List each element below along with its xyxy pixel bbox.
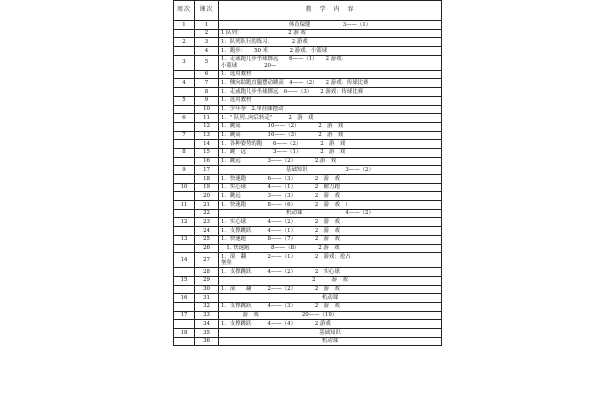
table-row	[174, 244, 442, 253]
week-cell: 2	[174, 38, 195, 47]
table-row	[174, 268, 442, 277]
lesson-cell: 18	[195, 175, 219, 184]
content-cell: 1．跳高 10——（3） 2 游 戏	[219, 131, 442, 140]
content-cell: 1．快速跑 8——（7） 2 游 戏	[219, 235, 442, 244]
table-row	[174, 276, 442, 285]
table-row	[174, 227, 442, 236]
week-cell	[174, 140, 195, 149]
table-row	[174, 29, 442, 38]
table-row	[174, 114, 442, 123]
table-row	[174, 140, 442, 149]
content-cell: 1．走或跑儿步坐球掷远 6——（1） 2 游戏： 小篮球 20—	[219, 55, 442, 70]
week-cell	[174, 105, 195, 114]
lesson-cell: 2	[195, 29, 219, 38]
table-row	[174, 285, 442, 294]
table-row	[174, 302, 442, 311]
lesson-cell: 31	[195, 294, 219, 303]
content-cell: 1．侧向助跑直腿摆动跳高 4——（2） 2 游戏：传球比赛	[219, 79, 442, 88]
content-cell: 1. 快速跑 8——（8） 2 游 戏	[219, 244, 442, 253]
content-cell: 基础知识 3——（2）	[219, 166, 442, 175]
header-week: 周次	[174, 1, 195, 21]
lesson-cell: 21	[195, 201, 219, 210]
lesson-cell: 22	[195, 209, 219, 218]
week-cell	[174, 70, 195, 79]
table-row	[174, 192, 442, 201]
table-row	[174, 70, 442, 79]
week-cell	[174, 209, 195, 218]
lesson-cell: 10	[195, 105, 219, 114]
table-row	[174, 253, 442, 268]
content-cell: 1．快速跑 6——（3） 2 游 戏	[219, 175, 442, 184]
week-cell: 3	[174, 55, 195, 70]
lesson-cell: 27	[195, 253, 219, 268]
lesson-cell: 17	[195, 166, 219, 175]
week-cell	[174, 157, 195, 166]
table-row	[174, 88, 442, 97]
lesson-cell: 13	[195, 131, 219, 140]
table-row	[174, 294, 442, 303]
table-row	[174, 55, 442, 70]
lesson-cell: 8	[195, 88, 219, 97]
teaching-schedule-table	[173, 0, 442, 346]
lesson-cell: 12	[195, 122, 219, 131]
table-row	[174, 201, 442, 210]
table-row	[174, 183, 442, 192]
content-cell: 机动课	[219, 294, 442, 303]
content-cell: 1．支撑跳跃 4——（1） 2 游 戏	[219, 227, 442, 236]
week-cell: 17	[174, 311, 195, 320]
lesson-cell: 20	[195, 192, 219, 201]
content-cell: 1．队列队行的练习． 2 游戏	[219, 38, 442, 47]
content-cell: 1．少年拳 2.单挂膝摆动	[219, 105, 442, 114]
week-cell	[174, 227, 195, 236]
week-cell: 12	[174, 218, 195, 227]
content-cell: 1．跳 远 3——（1） 2 游 戏	[219, 148, 442, 157]
content-cell: 1．快速跑 8——（6） 2 游 戏 ）	[219, 201, 442, 210]
content-cell: 1．各种姿势的跑 6——（2） 2 游 戏	[219, 140, 442, 149]
table-row	[174, 218, 442, 227]
content-cell: 1．走或跑儿步坐球掷远 6——（3） 2 游戏：传球比赛	[219, 88, 442, 97]
content-cell: 1．支撑跳跃 4——（4） 2 游戏	[219, 320, 442, 329]
lesson-cell: 4	[195, 47, 219, 56]
table-row	[174, 148, 442, 157]
table-row	[174, 175, 442, 184]
lesson-cell: 11	[195, 114, 219, 123]
content-cell: 1 队列： 2 游 戏	[219, 29, 442, 38]
week-cell	[174, 47, 195, 56]
content-cell: 1．滚 翻 2——（2） 2 游 戏	[219, 285, 442, 294]
content-cell: 1．支撑跳跃 4——（3） 2 游 戏	[219, 302, 442, 311]
lesson-cell: 5	[195, 55, 219, 70]
table-row	[174, 337, 442, 346]
lesson-cell: 26	[195, 244, 219, 253]
week-cell: 11	[174, 201, 195, 210]
content-cell: 1．跑步： 50 米 2 游戏．小篮球	[219, 47, 442, 56]
lesson-cell: 3	[195, 38, 219, 47]
lesson-cell: 6	[195, 70, 219, 79]
schedule-sheet	[173, 0, 441, 400]
content-cell: 体育保健 3——（1）	[219, 21, 442, 30]
table-header-row	[174, 1, 442, 21]
content-cell: 1．跳远 3——（2） 2.游 戏	[219, 157, 442, 166]
lesson-cell: 24	[195, 227, 219, 236]
lesson-cell: 34	[195, 320, 219, 329]
table-row	[174, 209, 442, 218]
content-cell: 机动课 4——（2）	[219, 209, 442, 218]
header-lesson: 课次	[195, 1, 219, 21]
content-cell: 1．选用教材	[219, 70, 442, 79]
content-cell: 1．滚 翻 2——（1） 2 游戏：抢占 堡垒	[219, 253, 442, 268]
lesson-cell: 28	[195, 268, 219, 277]
lesson-cell: 15	[195, 148, 219, 157]
table-row	[174, 320, 442, 329]
table-row	[174, 329, 442, 338]
lesson-cell: 36	[195, 337, 219, 346]
table-row	[174, 235, 442, 244]
table-row	[174, 21, 442, 30]
lesson-cell: 1	[195, 21, 219, 30]
lesson-cell: 35	[195, 329, 219, 338]
lesson-cell: 30	[195, 285, 219, 294]
week-cell: 10	[174, 183, 195, 192]
week-cell: 6	[174, 114, 195, 123]
week-cell	[174, 337, 195, 346]
lesson-cell: 19	[195, 183, 219, 192]
content-cell: 游 戏 20——（19）	[219, 311, 442, 320]
content-cell: 1．支撑跳跃 4——（2） 2 实心球	[219, 268, 442, 277]
lesson-cell: 7	[195, 79, 219, 88]
week-cell	[174, 268, 195, 277]
week-cell: 8	[174, 148, 195, 157]
header-content: 教 学 内 容	[219, 1, 442, 21]
table-row	[174, 311, 442, 320]
week-cell	[174, 88, 195, 97]
week-cell	[174, 320, 195, 329]
week-cell: 14	[174, 253, 195, 268]
week-cell: 16	[174, 294, 195, 303]
content-cell: 1．跳高 10——（2） 2 游 戏	[219, 122, 442, 131]
content-cell: 机动课	[219, 337, 442, 346]
content-cell: 1．选用教材	[219, 96, 442, 105]
table-row	[174, 79, 442, 88]
table-row	[174, 105, 442, 114]
week-cell	[174, 175, 195, 184]
week-cell: 13	[174, 235, 195, 244]
table-row	[174, 166, 442, 175]
table-row	[174, 38, 442, 47]
week-cell: 18	[174, 329, 195, 338]
table-row	[174, 131, 442, 140]
content-cell: 1．实心球 4——（2） 2 游 戏	[219, 218, 442, 227]
content-cell: 1．实心球 4——（1） 2 耐力跑	[219, 183, 442, 192]
week-cell: 9	[174, 166, 195, 175]
table-row	[174, 122, 442, 131]
week-cell	[174, 244, 195, 253]
table-row	[174, 96, 442, 105]
content-cell: 1．" 队列..向后转走" 2 游 戏	[219, 114, 442, 123]
lesson-cell: 16	[195, 157, 219, 166]
week-cell: 4	[174, 79, 195, 88]
week-cell: 5	[174, 96, 195, 105]
week-cell	[174, 122, 195, 131]
week-cell	[174, 302, 195, 311]
week-cell: 7	[174, 131, 195, 140]
lesson-cell: 14	[195, 140, 219, 149]
lesson-cell: 32	[195, 302, 219, 311]
table-row	[174, 47, 442, 56]
week-cell: 1	[174, 21, 195, 30]
table-row	[174, 157, 442, 166]
content-cell: 基础知识	[219, 329, 442, 338]
content-cell: 2 游 戏	[219, 276, 442, 285]
content-cell: 1．跳远 3——（3） 2 游 戏	[219, 192, 442, 201]
week-cell	[174, 192, 195, 201]
week-cell: 15	[174, 276, 195, 285]
lesson-cell: 25	[195, 235, 219, 244]
lesson-cell: 23	[195, 218, 219, 227]
lesson-cell: 9	[195, 96, 219, 105]
week-cell	[174, 285, 195, 294]
lesson-cell: 29	[195, 276, 219, 285]
lesson-cell: 33	[195, 311, 219, 320]
week-cell	[174, 29, 195, 38]
